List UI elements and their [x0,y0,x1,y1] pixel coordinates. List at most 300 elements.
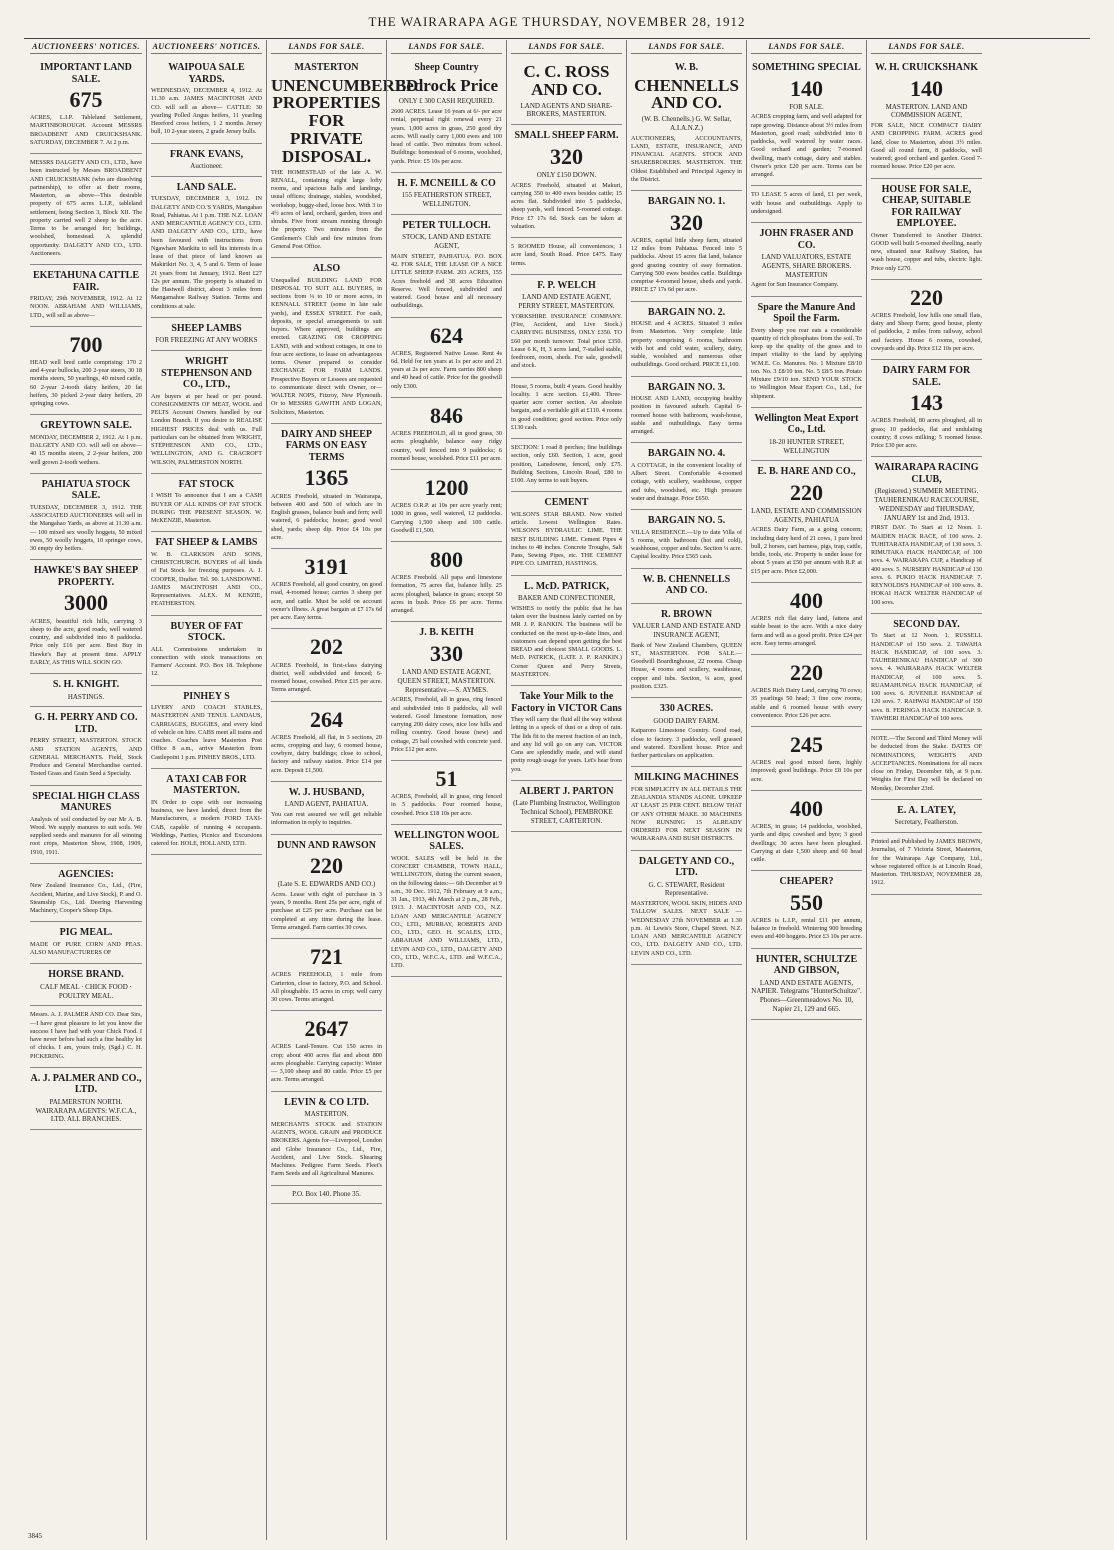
ad-body-text: ACRES, in grass; 14 paddocks, woolshed, yards and dips; cowshed and byre; 3 good dwellings; 30 acres have been ploughed. Carrying at date 1,500 sheep and 60 head cattle. [751,823,862,864]
advertisement [151,144,262,177]
footer-code: 3845 [28,1532,42,1540]
ad-body-text: TO LEASE 5 acres of land, £1 per week, with house and outbuildings. Apply to undersigned. [751,191,862,215]
ad-display-text: 700 [69,331,103,357]
advertisement [391,622,502,761]
ad-body-text: Acres. Lease with right of purchase in 3 years, 9 months. Rent 25s per acre, right of purchase at £25 per acre. Purchase can be completed at any time during the lease. Terms arranged. Farm carries 30 cows. [271,890,382,931]
ad-heading: A TAXI CAB FOR MASTERTON. [166,773,247,797]
ad-body-text: To Start at 12 Noon. 1. RUSSELL HANDICAP of 150 sovs. 2. TAWAHA HACK HANDICAP, of 100 sovs. 3. TAUHERENIKAU HANDICAP of 300 sovs. 4. WAIRARAPA HACK WELTER HANDICAP, of 100 sovs. 5. RUAMAHUNGA HACK HANDICAP, of 100 sovs. 6. JUVENILE HANDICAP of 120 sovs. 7. RAHWAI HANDICAP of 150 sovs. 8. FERINGA HACK HANDICAP. 9. TAWHERI HANDICAP of 100 sovs. [871,632,982,722]
advertisement [30,1068,142,1130]
ad-body-text: MASTERTON, WOOL SKIN, HIDES AND TALLOW SALES. NEXT SALE — WEDNESDAY 27th NOVEMBER at 1.30 p.m. At Lewis's Store, Chapel Street. N.Z. LOAN AND MERCANTILE AGENCY CO., LTD. DALGETY AND CO., LTD. LEVIN AND CO., LTD. [631,900,742,957]
advertisement [631,443,742,510]
ad-heading: PIG MEAL. [59,927,113,939]
ad-heading: BARGAIN NO. 1. [647,196,726,208]
ad-body-text: A COTTAGE, in the convenient locality of Albert Street. Comfortable 4-roomed cottage, with scullery, washhouse, copper and tubs, woodshed, etc. High pressure water and drainage. Price £650. [631,461,742,502]
ad-body-text: ACRES Dairy Farm, as a going concern; including dairy herd of 21 cows, 1 pure bred bull, 2 horses, cart harness, pigs, trap, cattle, bridle, tools, etc. Property is under lease for about 5 years at £50 per annum with R.P. at £15 per acre. Price £2,000. [751,526,862,575]
ad-heading: MASTERTON [294,62,359,73]
ad-body-text: Kaiparoro Limestone Country. Good road, close to factory. 3 paddocks, well grassed and watered. Excellent house. Price and further particulars on application. [631,727,742,760]
ad-body-text: WILSON'S STAR BRAND. Now visited article. Lowest Wellington Rates. WILSON'S HYDRAULIC LIME. THE BEST BUILDING LIME. Cement Pipes 4 inches to 48 inches. Concrete Troughs, Salt Pans, Sewing Pipes, etc. THE CEMENT PIPE CO. LIMITED, HASTINGS. [511,510,622,568]
ad-body-text: YORKSHIRE INSURANCE COMPANY. (Fire, Accident, and Live Stock.) CARRYING BUSINESS, ONLY £350. TO £60 per month turnover. Total price £350. Lease 6 K, H, 3 acres land, 7-stalled stable, feedroom, room, sheds. For sale, goodwill and stock. [511,312,622,370]
advertisement [151,318,262,351]
advertisement [511,275,622,378]
ad-display-text: C. C. ROSS AND CO. [523,62,610,99]
ad-body-text: ACRES Freehold, all flat, in 3 sections, 20 acres, cropping and hay, 6 roomed house, cowbyre, dairy buildings; close to school, factory and railway station. Price £14 per acre. Deposit £1,500. [271,733,382,774]
advertisement [391,542,502,622]
advertisement [871,280,982,360]
ad-display-text: 721 [310,944,343,970]
ad-body-text: PERRY STREET, MASTERTON. STOCK AND STATION AGENTS, AND GENERAL MERCHANTS. Field, Stock Produce and General Merchandise carried. Tested Grass and Grain Seed a Specialty. [30,737,142,778]
advertisement [631,851,742,965]
ad-heading: J. B. KEITH [419,627,474,639]
masthead-rule [24,38,1090,39]
advertisement [751,655,862,727]
newspaper-column [386,40,506,1540]
ad-body-text: LIVERY AND COACH STABLES, MASTERTON AND TENUI. LANDAUS, CARRIAGES, BUGGIES, and every kind of vehicle on hire. CABS meet all trains and coaches. Coaches leave Masterton Post Office 8 a.m., arrive Masterton from Castlepoint 1 p.m. PINHEY BROS., LTD. [151,704,262,761]
ad-heading: FAT SHEEP & LAMBS [155,537,258,549]
ad-heading: W. J. HUSBAND, [288,786,365,798]
advertisement [631,604,742,699]
ad-display-text: 143 [910,390,943,416]
ad-heading: HOUSE FOR SALE, CHEAP, SUITABLE FOR RAILWAY EMPLOYEE. [881,183,972,230]
ad-subheading: 18-20 HUNTER STREET, WELLINGTON [768,437,845,455]
ad-body-text: ACRES cropping farm, and well adapted for rape growing. Distance about 3½ miles from Masterton, good road; subdivided into 8 paddocks, well watered by water races. Good orchard and garden; 7-roomed dwelling, man's cottage, dairy and stables. Owner's price £20 per acre. Terms can be arranged. [751,113,862,179]
advertisement [631,377,742,444]
ad-body-text: FOR SIMPLICITY IN ALL DETAILS THE ZEALANDIA STANDS ALONE. UPKEEP AT LEAST 25 PER CENT. BELOW THAT OF ANY OTHER MAKE. 30 MACHINES NOW RUNNING 15 ALREADY ORDERED FOR NEXT SEASON IN WAIRARAPA AND BUSH DISTRICTS. [631,785,742,843]
advertisement [511,238,622,275]
advertisement [151,177,262,318]
advertisement [30,474,142,561]
ad-body-text: ACRES, capital little sheep farm, situated 12 miles from Pahiatua. Fenced into 5 paddocks. About 15 acres flat land, balance good grazing country of easy formation. Carrying 500 ewes besides cattle. Buildings comprise 4-roomed house, sheds and yards. PRICE £7 17s 6d per acre. [631,236,742,294]
ad-display-text: 140 [790,75,823,101]
ad-subheading: LAND AGENT, PAHIATUA. [284,800,369,809]
ad-subheading: 155 FEATHERSTON STREET, WELLINGTON. [401,191,492,209]
advertisement [751,791,862,871]
column-header: LANDS FOR SALE. [751,40,862,54]
ad-body-text: ACRES rich flat dairy land, fattens and stable beast to the acre. With a nice dairy farm and will as a good profit. Price £24 per acre. Easy terms arranged. [751,615,862,647]
ad-display-text: Bedrock Price [394,75,499,95]
advertisement [271,549,382,629]
advertisement [751,727,862,791]
advertisement [151,616,262,686]
advertisement [751,186,862,223]
ad-body-text: FIRST DAY. To Start at 12 Noon. 1. MAIDEN HACK RACE, of 100 sovs. 2. TUHITARATA HANDICAP, of 130 sovs. 3. RIMUTAKA HACK HANDICAP, of 100 sovs. 4. WAIRARAPA CUP, a Handicap of 400 sovs. 5. NURSERY HANDICAP of 130 sovs. 6. PUKIO HACK HANDICAP. 7. REYNOLDS'S HANDICAP of 100 sovs. 8. HOKAI HACK WELTER HANDICAP of 100 sovs. [871,524,982,606]
ad-subheading: (Late Plumbing Instructor, Wellington Technical School), PEMBROKE STREET, CARTERTON. [513,799,620,825]
ad-heading: IMPORTANT LAND SALE. [40,62,132,85]
ad-heading: R. BROWN [660,608,713,620]
advertisement [30,415,142,474]
ad-display-text: 51 [435,766,458,792]
ad-heading: CEMENT [544,497,589,509]
ad-body-text: MESSRS DALGETY AND CO., LTD., have been instructed by Messrs BROADBENT AND CRUICKSHANK (who are dissolving partnership), to offer at their rooms, Masterton, as above—This desirable property of 675 acres L.I.P., tableland settlement, being Section 3, Block XII. The property carried well 2 sheep to the acre. Terms to be arranged for; buildings, woolshed, homestead. A splendid opportunity. DALGETY AND CO., LTD. Auctioneers. [30,159,142,257]
ad-body-text: Analysis of soil conducted by our Mr A. B. Wood. We supply manures to suit soils. We supplied seeds and manures for all winning root crops, Masterton Show, 1908, 1909, 1910, 1911. [30,815,142,856]
advertisement [30,560,142,674]
ad-body-text: ACRES Freehold, in first-class dairying district, well subdivided and fenced; 6-roomed house, cowshed. Price £15 per acre. Terms arranged. [271,661,382,694]
ad-body-text: 5 ROOMED House, all conveniences; 1 acre land, South Road. Price £475. Easy terms. [511,243,622,267]
ad-body-text: ACRES Freehold, situated in Wairarapa, between 400 and 500 of which are in English grasses, balance bush and fern; well watered, 6 paddocks; house; good wool shed, yards; sheep dip. Price £4 10s per acre. [271,492,382,541]
advertisement [30,154,142,265]
advertisement [271,258,382,424]
ad-display-text: 675 [69,87,103,112]
advertisement [871,833,982,895]
advertisement [631,302,742,377]
masthead: THE WAIRARAPA AGE THURSDAY, NOVEMBER 28, 1912 [368,14,746,29]
advertisement [871,57,982,179]
ad-heading: PETER TULLOCH. [402,219,491,231]
ad-body-text: ACRES, Registered Native Lease. Rent 4s 6d. Held for ten years at 1s per acre and 21 years at 2s per acre. Farm carries 800 sheep and 40 head of cattle. Price for the goodwill only £300. [391,349,502,390]
ad-display-text: 220 [790,479,823,505]
advertisement [391,173,502,215]
columns-container [26,40,1106,1540]
ad-subheading: MASTERTON. [304,1110,349,1119]
ad-display-text: 140 [910,75,943,101]
advertisement [391,318,502,398]
advertisement [751,223,862,297]
ad-heading: W. H. CRUICKSHANK [875,62,978,73]
ad-body-text: New Zealand Insurance Co., Ltd., (Fire, Accident, Marine, and Live Stock), P. and O. Steamship Co., Ltd. Deering Harvesting Machinery, Cooper's Sheep Dips. [30,882,142,915]
column-header: LANDS FOR SALE. [391,40,502,54]
advertisement [30,864,142,923]
column-header: AUCTIONEERS' NOTICES. [30,40,142,54]
ad-body-text: ACRES FREEHOLD, all in good grass, 30 acres ploughable, balance easy ridgy country, well fenced into 9 paddocks; 6 roomed house, woolshed. Price £11 per acre. [391,430,502,462]
ad-body-text: WOOL SALES will be held in the CONCERT CHAMBER, TOWN HALL, WELLINGTON, during the current season, on the following dates:— 6th December at 9 a.m., 30 Dec. 1912, 7th February at 9 a.m., 31 Jan., 1913, 4th March at 2 p.m., 28 Feb., 1913. J. MACINTOSH AND CO., N.Z. LOAN AND MERCANTILE AGENCY CO., LTD., MURRAY, ROBERTS AND CO., LTD., GEO. H. SCALES, LTD., ABRAHAM AND WILLIAMS, LTD., LEVIN AND CO., LTD., DALGETY AND CO., LTD., W.F.C.A., LTD. and W.F.C.A., LTD. [391,854,502,970]
ad-body-text: ACRES O.R.P. at 10s per acre yearly rent; 1000 in grass, well watered, 12 paddocks. Carrying 1,500 sheep and 100 cattle. Goodwill £1,500. [391,502,502,534]
ad-heading: E. B. HARE AND CO., [757,466,856,478]
ad-body-text: ACRES real good mixed farm, highly improved; good buildings. Price £8 10s per acre. [751,759,862,783]
ad-display-text: 624 [430,322,463,348]
advertisement [30,1006,142,1068]
ad-body-text: Bank of New Zealand Chambers, QUEEN ST., MASTERTON. FOR SALE.—Goodwill Boardinghouse, 22 rooms. Cheap House, 4 rooms and scullery, washhouse, copper and tubs. Section, ¼ acre, good position. £325. [631,641,742,690]
ad-display-text: 3000 [64,590,108,616]
column-header: LANDS FOR SALE. [271,40,382,54]
ad-heading: HUNTER, SCHULTZE AND GIBSON, [755,953,858,977]
ad-body-text: MADE OF PURE CORN AND PEAS. ALSO MANUFACTURERS OF [30,940,142,957]
advertisement [30,265,142,327]
advertisement [751,583,862,655]
advertisement [271,57,419,258]
ad-subheading: (Late S. E. EDWARDS AND CO.) [277,880,376,889]
advertisement [631,57,742,191]
ad-subheading: LAND AGENTS AND SHARE-BROKERS, MASTERTON. [520,101,613,119]
ad-subheading: CALF MEAL · CHICK FOOD · POULTRY MEAL. [40,982,132,1000]
ad-heading: SOMETHING SPECIAL [752,62,861,73]
column-header: LANDS FOR SALE. [511,40,622,54]
column-header: LANDS FOR SALE. [871,40,982,54]
ad-heading: DAIRY FARM FOR SALE. [882,365,971,388]
ad-body-text: House, 5 rooms, built 4 years. Good healthy locality. 1 acre section. £1,400. Three-quarter acre corner section. An absolute bargain, and a veritable gift at £110. 4 rooms in good condition; good section. Price only £130 cash. [511,382,622,431]
ad-subheading: BAKER AND CONFECTIONER, [517,594,616,603]
ad-subheading: HASTINGS. [67,692,105,701]
ad-body-text: Messrs. A. J. PALMER AND CO. Dear Sirs,—I have great pleasure to let you know the success I have had with your Chick Food. I have never before had such a fine healthy lot of chicks. I am, yours truly, (Sgd.) C. H. PICKERING. [30,1011,142,1060]
advertisement [30,922,142,964]
ad-heading: BARGAIN NO. 3. [647,381,726,393]
ad-body-text: ACRES, Freehold, all in grass, ring fenced and subdivided into 8 paddocks, all well watered. Good limestone formation, now carrying 200 dairy cows, nice low hills and rolling country. Good house (new) and cottage, 25 bail cowshed with concrete yard. Price £12 per acre. [391,696,502,753]
ad-body-text: TUESDAY, DECEMBER 3, 1912. THE ASSOCIATED AUCTIONEERS will sell in the Mangahao Yards, as above at 11.30 a.m.— 100 mixed sex woolly hoggets, 50 mixed ewes, 50 woolly hoggets, 10 springer cows, 30 empty dry heifers. [30,503,142,553]
advertisement [271,1092,382,1186]
ad-body-text: ALL Commissions undertaken in connection with stock transactions on Farmers' Account. P.O. Box 18. Telephone 12. [151,645,262,678]
ad-subheading: MASTERTON. LAND AND COMMISSION AGENT, [885,102,968,120]
newspaper-column [146,40,266,1540]
ad-heading: BUYER OF FAT STOCK. [170,620,243,643]
ad-heading: ALBERT J. PARTON [519,785,614,797]
advertisement [631,569,742,604]
ad-subheading: VALUER LAND AND ESTATE AND INSURANCE AGENT, [632,622,741,639]
ad-body-text: 2600 ACRES. Lease 16 years at 6/- per acre rental, perpetual right renewal every 21 years. 1,000 acres in grass, 250 good dry acres. Will easily carry 1,000 ewes and 100 head of cattle. Two minutes from school. Buildings: homestead of 6 rooms, woolshed, yards. Price: £5 10s per acre. [391,108,502,165]
advertisement [391,57,502,173]
ad-heading: SECOND DAY. [893,618,960,630]
ad-heading: W. B. [674,62,699,73]
ad-heading: DUNN AND RAWSON [277,839,376,851]
ad-body-text: VILLA RESIDENCE.—Up to date Villa of 5 rooms, with bathroom (hot and cold), washhouse, copper and tubs. Section ¼ acre. Capital locality. Price £565 cash. [631,528,742,561]
ad-body-text: ACRES, beautiful rich hills, carrying 3 sheep to the acre, good roads, well watered country, and subdivided into 8 paddocks. Price only £16 per acre. Best Buy in Hawke's Bay at present time. APPLY EARLY, AS THIS WILL SOON GO. [30,617,142,666]
ad-heading: G. H. PERRY AND CO. LTD. [34,712,138,735]
ad-body-text: ACRES FREEHOLD, 1 mile from Carterton, close to factory, P.O. and School. All ploughable. 15 acres in crop; well carry 30 cows. Terms arranged. [271,971,382,1004]
ad-display-text: 1365 [304,465,349,491]
advertisement [751,871,862,948]
ad-heading: Spare the Manure And Spoil the Farm. [757,301,856,325]
ad-display-text: 846 [430,402,463,428]
ad-body-text: Agent for Sun Insurance Company. [751,281,839,289]
ad-heading: LEVIN & CO LTD. [284,1096,369,1108]
advertisement [871,360,982,457]
ad-heading: Take Your Milk to the Factory in VICTOR Cans [511,691,622,714]
ad-heading: EKETAHUNA CATTLE FAIR. [32,270,140,293]
ad-display-text: 220 [310,853,343,879]
ad-heading: BARGAIN NO. 2. [647,306,726,318]
ad-body-text: WISHES to notify the public that he has taken over the business lately carried on by MR J. P. RANKIN. The business will be conducted on the most up-to-date lines, and customers can depend upon getting the best BREAD and choicest SMALL GOODS. L. McD. PATRICK, (LATE J. P. RANKIN.) Corner Queen and Perry Streets, MASTERTON. [511,604,622,678]
ad-heading: HORSE BRAND. [48,969,124,981]
ad-heading: Wellington Meat Export Co., Ltd. [754,412,859,436]
ad-subheading: LAND AND ESTATE AGENT, PERRY STREET, MASTERTON. [518,293,615,311]
ad-subheading: LAND AND ESTATE AGENTS, NAPIER. Telegrams "HunterSchultze". Phones—Greenmeadows No. 10, Napier 21, 129 and 665. [751,978,862,1013]
ad-heading: ALSO [312,263,341,275]
ad-body-text: MONDAY, DECEMBER 2, 1912. At 1 p.m. DALGETY AND CO. will sell on above— 40 15 months steers, 2 2-year heifers, 200 well grown 2-tooth wethers. [30,433,142,466]
advertisement [751,57,862,186]
ad-subheading: P.O. Box 140. Phone 35. [292,1189,361,1198]
advertisement [511,439,622,492]
ad-body-text: SECTION: 1 road 8 perches; fine buildings section, only £60. Section, 1 acre, good position, Lansdowne, fenced, only £75. Building Sections, Lincoln Road, £80 to £100. Any terms to suit buyers. [511,444,622,485]
advertisement [511,492,622,575]
ad-body-text: ACRES, Freehold, all in grass, ring fenced in 5 paddocks. Four roomed house, cowshed. Price £18 10s per acre. [391,793,502,817]
advertisement [30,327,142,416]
advertisement [391,398,502,470]
advertisement [271,629,382,701]
ad-heading: PINHEY S [183,690,230,702]
ad-body-text: THE HOMESTEAD of the late A. W. RENALL, containing eight large lofty rooms, and spacious halls and landings, usual offices; drainage, stables, woodshed, workshop, buggy-shed, loose box. With 3 to 4½ acres of land, orchard, garden, trees and shrubs. Five front stream running through the property. Two minutes from the Gentlemen's Club and few minutes from General Post Office. [271,168,382,250]
ad-display-text: UNENCUMBERED PROPERTIES FOR PRIVATE DISPOSAL. [271,75,419,166]
ad-display-text: 800 [430,547,463,573]
ad-heading: SPECIAL HIGH CLASS MANURES [32,790,140,814]
advertisement [631,698,742,767]
ad-heading: DAIRY AND SHEEP FARMS ON EASY TERMS [281,428,372,463]
ad-body-text: You can rest assured we will get reliable information in reply to inquiries. [271,811,382,827]
ad-heading: SHEEP LAMBS [171,322,242,334]
ad-body-text: MAIN STREET, PAHIATUA. P.O. BOX 42. FOR SALE, THE LEASE OF A NICE LITTLE SHEEP FARM. 203 ACRES, 155 Acres freehold and 38 acres Education Reserve. Well fenced, subdivided and watered. Good house and all necessary outbuildings. [391,252,502,310]
advertisement [511,378,622,440]
advertisement [511,125,622,238]
ad-heading: H. F. MCNEILL & CO [397,177,496,189]
ad-display-text: 220 [790,660,823,686]
ad-body-text: ACRES is L.I.P., rental £11 per annum, balance in freehold. Wintering 900 breeding ewes and 400 hoggets. Price £3 10s per acre. [751,916,862,941]
ad-heading: F. P. WELCH [537,279,596,291]
ad-subheading: FOR FREEZING AT ANY WORKS [155,336,258,345]
ad-body-text: AUCTIONEERS, ACCOUNTANTS, LAND, ESTATE, INSURANCE, AND FINANCIAL AGENTS. STOCK AND SHAREBROKERS. MASTERTON. THE Oldest Established and Principal Agency in the District. [631,134,742,183]
advertisement [871,457,982,614]
ad-heading: BARGAIN NO. 5. [647,515,726,527]
advertisement [151,769,262,856]
ad-subheading: Auctioneer. [190,162,223,170]
ad-body-text: HOUSE and 4 ACRES. Situated 3 miles from Masterton. Very complete little property comprising 6 rooms, bathroom with hot and cold water, scullery, dairy, stable, woolshed and numerous other outbuildings. Good orchard. PRICE £1,100. [631,320,742,369]
ad-heading: MILKING MACHINES [634,772,739,784]
ad-display-text: 202 [310,634,343,660]
ad-heading: BARGAIN NO. 4. [647,448,726,460]
newspaper-column [626,40,746,1540]
ad-body-text: Are buyers at per head or per pound. CONSIGNMENTS OF MEAT, WOOL and PELTS Account Owners handled by our London Branch. If you desire to REALISE HIGHEST PRICES deal with us. Full particulars can be obtained from WRIGHT, STEPHENSON AND CO., LTD., WELLINGTON, AND G. CRACROFT WILSON, PALMERSTON NORTH. [151,392,262,466]
ad-body-text: WEDNESDAY, DECEMBER 4, 1912. At 11.30 a.m. JAMES MACINTOSH AND CO. will sell as above— CATTLE: 30 yearling Polled Angus heifers, 11 yearling Hereford cross heifers, 1 2 months Jersey bull, 10 2-year steers, 2 grade Jersey bulls. [151,87,262,136]
advertisement [871,614,982,730]
ad-body-text: Every sheep you rear eats a considerable quantity of rich phosphates from the soil. To keep up the quality of the grass and to impart vitality to the land by applying W.M.E. Co. Manures. No. 1 Mixture £8/10 ton. No. 3 £8/10 ton. No. 5 £8/5 ton. Potato Mixture £9/10 ton. SEND YOUR STOCK to Wellington Meat Export Co., Ltd., for shipment. [751,326,862,400]
ad-subheading: STOCK, LAND AND ESTATE AGENT, [402,233,491,251]
ad-body-text: ACRES Freehold, low hills one small flats, dairy and Sheep Farm; good house, plenty of paddocks, 2 miles from railway, school and factory. House 6 rooms, cowshed, cowyards and dip. Price £12 10s per acre. [871,311,982,352]
ad-subheading: Secretary, Featherston. [894,818,959,827]
ad-display-text: 320 [670,209,703,235]
advertisement [631,767,742,850]
ad-body-text: FOR SALE, NICE COMPACT DAIRY AND CROPPING FARM. ACRES good land, close to Masterton, about 3½ miles. Good all round farm, 8 paddocks, well watered; good orchard and garden. Good 7-roomed house. Price £20 per acre. [871,122,982,171]
ad-body-text: ACRES Freehold, 80 acres ploughed, all in grass; 10 paddocks, flat and undulating country; 8 cows milking; 5 roomed house. Price £30 per acre. [871,417,982,450]
ad-display-text: 3191 [304,554,349,580]
ad-body-text: They will carry the fluid all the way without letting in a speck of dust or a drop of rain. The lids fit to the merest fraction of an inch, and any lid will go on any can. VICTOR Cans are splendidly made, and will stand pretty rough usage for years. Let's hear from you. [511,716,622,773]
ad-subheading: (Registered.) SUMMER MEETING. TAUHERENIKAU RACECOURSE, WEDNESDAY and THURSDAY, JANUARY 1st and 2nd, 1913. [874,487,979,522]
ad-display-text: 264 [310,706,343,732]
ad-heading: 330 ACRES. [659,703,714,715]
ad-display-text: 220 [910,284,943,310]
ad-heading: WAIRARAPA RACING CLUB, [874,462,979,485]
advertisement [151,57,262,144]
advertisement [391,470,502,542]
ad-body-text: ACRES Land-Tenure. Cut 150 acres in crop; about 400 acres flat and about 800 acres ploughable. Carrying capacity: Winter— 3,100 sheep and 80 cattle. Price £5 per acre. Terms arranged. [271,1043,382,1084]
advertisement [871,730,982,800]
advertisement [30,786,142,864]
ad-display-text: 400 [790,795,823,821]
advertisement [871,179,982,280]
advertisement [871,800,982,833]
ad-body-text: Unequalled BUILDING LAND FOR DISPOSAL TO SUIT ALL BUYERS, in sections from ¼ to 10 or more acres, in KENNALL STREET (some in late sale yards), and ESSEX STREET. For cash, deposits, or special arrangements to suit buyers. Where approved, buildings are erected. GRAZING OR CROPPING LAND, with and without cottages, in one to four acre sections, to lease on advantageous terms. Owner prepared to consider EXCHANGE FOR FARM LANDS. Prospective Buyers or Lessees are requested to communicate direct with Owner, or— WALTER NOPS, Fitzroy, New Plymouth. Or to MESSRS GAWITH AND LOGAN, Solicitors, Masterton. [271,276,382,416]
ad-heading: FRANK EVANS, [169,148,244,160]
advertisement [30,57,142,154]
advertisement [271,1011,382,1091]
ad-heading: E. A. LATEY, [897,804,956,816]
ad-body-text: TUESDAY, DECEMBER 3, 1912. IN DALGETY AND CO.'S YARDS, Mangahao Road, Pahiatua. At 1 p.m. THE N.Z. LOAN AND MERCANTILE AGENCY CO., LTD. AND DALGETY AND CO., LTD., have been favoured with instructions from Ngawhare Mankitu to sell his interests in a lease of that piece of land known as Makirikiri No. 3, 4, 5 and 6. Term of lease 21 years from 1st January, 1912. Rent £27 12s per annum. The property is situated in the Hastwell district, about 3 miles from Mangamahoe Railway Station. Terms and conditions at sale. [151,195,262,310]
advertisement [511,781,622,832]
newspaper-column [266,40,419,1540]
ad-heading: AGENCIES: [58,868,114,880]
ad-subheading: ONLY £ 300 CASH REQUIRED. [398,97,495,106]
ad-body-text: HEAD well bred cattle comprising: 170 2 and 4-year bullocks, 200 2-year steers, 30 18 months steers, 50 yearlings, 40 mixed cattle, 60 2-year 2-tooth dairy heifers, 20 fat heifers, 30 picked 2-year dairy heifers, 20 springing cows. [30,358,142,408]
ad-display-text: CHENNELLS AND CO. [634,75,739,113]
column-header: LANDS FOR SALE. [631,40,742,54]
advertisement [30,964,142,1006]
ad-subheading: GOOD DAIRY FARM. [653,716,720,725]
ad-heading: HAWKE'S BAY SHEEP PROPERTY. [33,565,139,588]
advertisement [271,1186,382,1205]
ad-body-text: NOTE.—The Second and Third Money will be deducted from the Stake. DATES OF NOMINATIONS, WEIGHTS AND ACCEPTANCES. Nominations for all races close on Friday, December 6th, at 9 p.m. Weights for First Day will be declared on Monday, December 23rd. [871,735,982,792]
ad-body-text: ACRES Freehold. All papa and limestone formation, 75 acres flat, balance hilly. 25 acres ploughed, balance in grass; except 50 acres in bush. Price £6 per acre. Terms arranged. [391,574,502,615]
ad-heading: S. H. KNIGHT. [52,679,120,691]
advertisement [271,782,382,835]
advertisement [151,532,262,615]
ad-body-text: ACRES Rich Dairy Land, carrying 70 cows; 35 yearlings 50 head; 3 fine cow rooms, stable and 6 roomed house with every convenience. Price £26 per acre. [751,687,862,719]
ad-heading: SMALL SHEEP FARM. [514,130,619,142]
ad-subheading: LAND VALUATORS, ESTATE AGENTS, SHARE BROKERS. MASTERTON [761,253,852,279]
ad-subheading: PALMERSTON NORTH. WAIRARAPA AGENTS: W.F.C.A., LTD. ALL BRANCHES. [35,1097,137,1124]
ad-display-text: 2647 [304,1016,349,1042]
ad-display-text: 400 [790,587,823,613]
ad-body-text: ACRES Freehold, all good country, on good road, 4-roomed house; carries 3 sheep per acre, and cattle. Must be sold on account owner's illness. A great bargain at £7 17s 6d per acre. Easy terms. [271,581,382,622]
ad-display-text: 550 [790,889,823,915]
advertisement [631,510,742,569]
advertisement [391,825,502,978]
ad-subheading: FOR SALE. [789,102,824,111]
ad-heading: W. B. CHENNELLS AND CO. [642,573,731,597]
ad-subheading: ONLY £150 DOWN. [536,170,597,179]
ad-display-text: 245 [790,732,823,758]
ad-subheading: G. C. STEWART, Resident Representative. [648,880,725,898]
ad-heading: JOHN FRASER AND CO. [759,228,854,251]
ad-heading: Sheep Country [414,62,479,73]
ad-heading: CHEAPER? [779,876,834,888]
ad-subheading: LAND, ESTATE AND COMMISSION AGENTS, PAHIATUA [751,506,862,524]
ad-heading: WRIGHT STEPHENSON AND CO., LTD., [161,356,252,390]
ad-body-text: W. B. CLARKSON AND SONS, CHRISTCHURCH. BUYERS of all kinds of Fat Stock for freezing purposes. A. J. COOPER, Drafter. Tel. 90. LANSDOWNE. JAMES MACINTOSH AND CO., Representatives. ALEX. M KENZIE, FEATHERSTON. [151,550,262,608]
ad-heading: WAIPOUA SALE YARDS. [168,62,245,85]
ad-display-text: 1200 [424,475,469,501]
ad-subheading: (W. B. Chennells.) G. W. Sellar, A.I.A.N.Z.) [641,115,732,132]
advertisement [271,939,382,1011]
advertisement [271,424,382,549]
newspaper-column [746,40,866,1540]
ad-body-text: MERCHANTS STOCK and STATION AGENTS, WOOL GRAIN and PRODUCE BROKERS. Agents for—Liverpool, London and Globe Insurance Co., Ltd., Fire, Accident, and Live Stock. Shearing Machines. Pedigree Farm Seeds. Fleet's Farm Seeds and all Agricultural Manures. [271,1120,382,1178]
ad-heading: WELLINGTON WOOL SALES. [394,829,499,853]
advertisement [151,474,262,533]
advertisement [511,57,622,125]
advertisement [151,686,262,769]
advertisement [511,686,622,781]
newspaper-column [506,40,626,1540]
advertisement [511,576,622,687]
ad-heading: L. McD. PATRICK, [524,580,609,592]
advertisement [751,461,862,583]
ad-body-text: Owner Transferred to Another District. GOOD well built 5-roomed dwelling, nearly new, situated near Railway Station, has wash house, copper and tubs, electric light. Price only £270. [871,231,982,272]
ad-heading: A. J. PALMER AND CO., LTD. [30,1072,142,1096]
ad-body-text: I WISH To announce that I am a CASH BUYER OF ALL KINDS OF FAT STOCK DURING THE PRESENT SEASON. W. McKENZIE, Masterton. [151,492,262,524]
ad-body-text: ACRES Freehold, situated at Makuri, carrying 350 to 400 ewes besides cattle; 15 acres flat. Subdivided into 5 paddocks, sheep yards, well fenced. 5-roomed cottage. Price £7 17s 6d. Stock can be taken at valuation. [511,181,622,230]
advertisement [271,835,382,940]
ad-body-text: ACRES, L.I.P. Tableland Settlement, MARTINBOROUGH. Account MESSRS BROADBENT AND CRUICKSHANK. SATURDAY, DECEMBER 7. At 2 p.m. [30,114,142,146]
advertisement [271,702,382,782]
advertisement [151,351,262,474]
advertisement [30,707,142,785]
advertisement [30,674,142,707]
column-header: AUCTIONEERS' NOTICES. [151,40,262,54]
ad-body-text: HOUSE AND LAND, occupying healthy position in favoured suburb. Capital 6-roomed house with bathroom, wash-house, stable and outbuildings. Easy terms arranged. [631,395,742,436]
ad-heading: GREYTOWN SALE. [40,420,132,432]
ad-heading: FAT STOCK [178,478,235,490]
ad-heading: DALGETY AND CO., LTD. [638,855,735,879]
ad-subheading: LAND AND ESTATE AGENT, QUEEN STREET, MASTERTON. Representative.—S. AYMES. [397,668,496,694]
ad-body-text: FRIDAY, 29th NOVEMBER, 1912. At 12 NOON. ABRAHAM AND WILLIAMS, LTD., will sell as above— [30,295,142,319]
newspaper-column [26,40,146,1540]
ad-body-text: Printed and Published by JAMES BROWN, Journalist, of 7 Victoria Street, Masterton, for the Wairarapa Age Company, Ltd., whose registered office is at Lincoln Road, Masterton. THURSDAY, NOVEMBER 28, 1912. [871,838,982,887]
advertisement [391,215,502,318]
ad-body-text: IN Order to cope with our increasing business, we have landed, direct from the Manufacturers, a modern FORD TAXI-CAB, capable of running 4 occupants. Weddings, Parties, Picnics and Excursions catered for. HOLE, HOLLAND, LTD. [151,798,262,847]
